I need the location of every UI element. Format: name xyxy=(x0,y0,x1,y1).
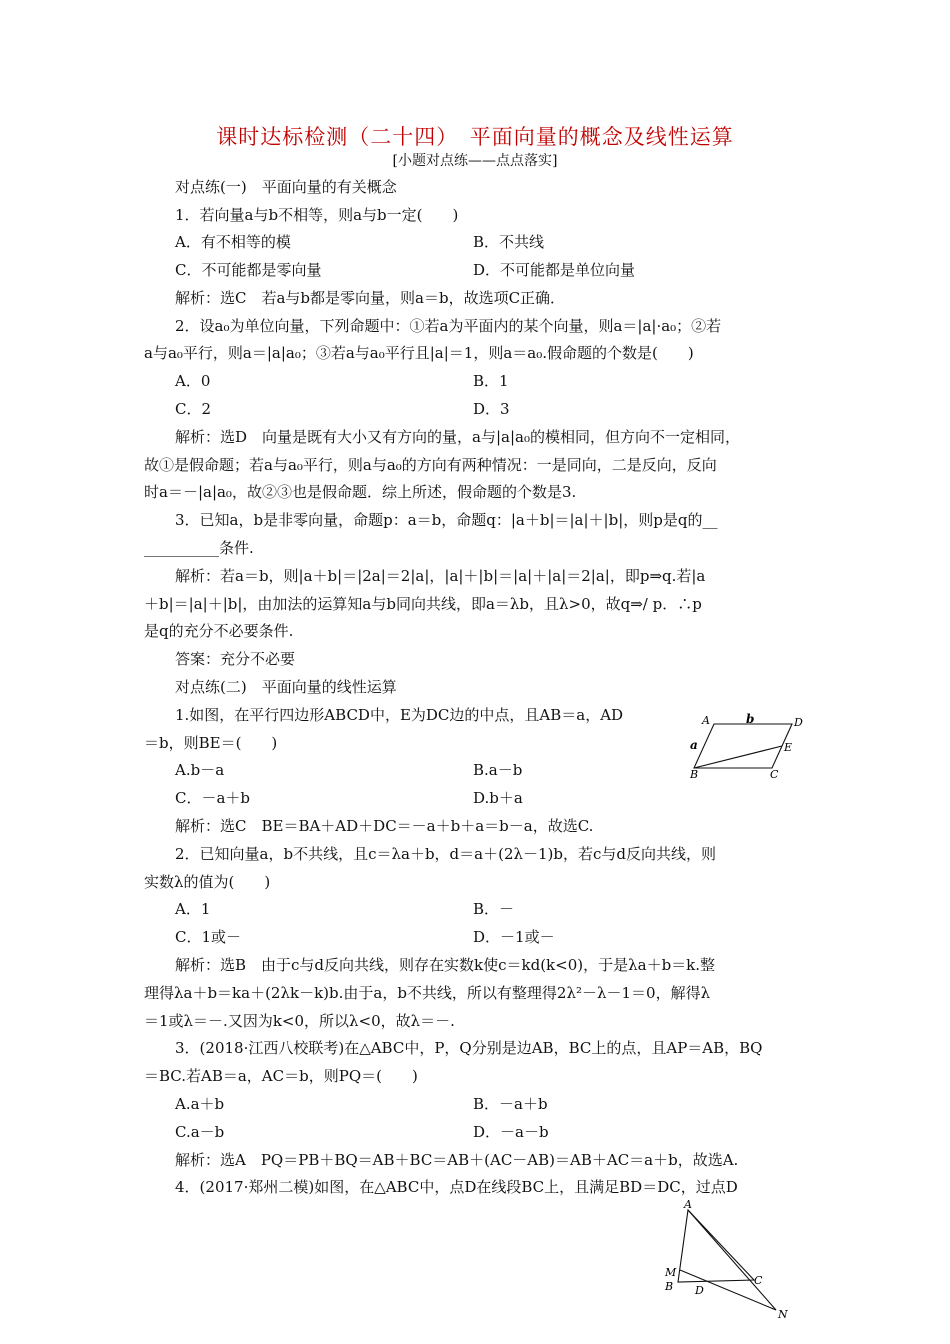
label-B: B xyxy=(690,768,699,781)
parallelogram-figure xyxy=(690,712,820,782)
label-A: A xyxy=(684,1198,692,1211)
page-title: 课时达标检测（二十四） 平面向量的概念及线性运算 xyxy=(216,125,734,149)
solution-text: ＋b|＝|a|＋|b|，由加法的运算知a与b同向共线，即a＝λb，且λ>0，故q⇒/ p．∴p xyxy=(144,595,702,613)
solution-text: 时a＝－|a|a₀，故②③也是假命题．综上所述，假命题的个数是3. xyxy=(144,483,577,501)
answer-text: 答案：充分不必要 xyxy=(175,650,296,668)
solution-text: 解析：若a＝b，则|a＋b|＝|2a|＝2|a|，|a|＋|b|＝|a|＋|a|＝2|a|，即p⇒q.若|a xyxy=(175,567,706,585)
label-D: D xyxy=(695,1284,704,1297)
option: A．有不相等的模 xyxy=(175,233,291,251)
option: A．1 xyxy=(175,900,211,918)
option: B．1 xyxy=(473,372,509,390)
solution-text: 解析：选C 若a与b都是零向量，则a＝b，故选项C正确． xyxy=(175,289,566,307)
option: B．－a＋b xyxy=(473,1095,548,1113)
solution-text: 解析：选C BE＝BA＋AD＋DC＝－a＋b＋a＝b－a，故选C. xyxy=(175,817,594,835)
question-text: 1.如图，在平行四边形ABCD中，E为DC边的中点，且AB＝a，AD xyxy=(175,706,624,724)
question-text: __________条件. xyxy=(144,539,254,557)
option: C．－a＋b xyxy=(175,789,251,807)
label-N: N xyxy=(778,1308,788,1321)
question-text: 实数λ的值为( ) xyxy=(144,873,271,891)
option: B.a－b xyxy=(473,761,523,779)
label-C: C xyxy=(770,768,779,781)
solution-text: 理得λa＋b＝ka＋(2λk－k)b.由于a，b不共线，所以有整理得2λ²－λ－1＝0，解得λ xyxy=(144,984,711,1002)
question-text: a与a₀平行，则a＝|a|a₀；③若a与a₀平行且|a|＝1，则a＝a₀.假命题的个数是( ) xyxy=(144,344,694,362)
option: C．不可能都是零向量 xyxy=(175,261,322,279)
question-text: 2．已知向量a，b不共线，且c＝λa＋b，d＝a＋(2λ－1)b，若c与d反向共线，则 xyxy=(175,845,716,863)
triangle-figure xyxy=(660,1198,795,1328)
label-E: E xyxy=(784,741,793,754)
label-a: a xyxy=(690,738,698,752)
question-text: ＝BC.若AB＝a，AC＝b，则PQ＝( ) xyxy=(144,1067,418,1085)
section-heading: 对点练(一) 平面向量的有关概念 xyxy=(175,178,397,196)
option: B．－ xyxy=(473,900,515,918)
question-text: 3．已知a，b是非零向量，命题p：a＝b，命题q：|a＋b|＝|a|＋|b|，则p是q的__ xyxy=(175,511,718,529)
question-text: 1．若向量a与b不相等，则a与b一定( ) xyxy=(175,206,459,224)
option: B．不共线 xyxy=(473,233,545,251)
option: A．0 xyxy=(175,372,211,390)
label-D: D xyxy=(794,716,803,729)
label-A: A xyxy=(702,714,710,727)
option: D．3 xyxy=(473,400,510,418)
solution-text: 故①是假命题；若a与a₀平行，则a与a₀的方向有两种情况：一是同向，二是反向，反向 xyxy=(144,456,717,474)
option: A.a＋b xyxy=(175,1095,225,1113)
label-B: B xyxy=(665,1280,674,1293)
solution-text: ＝1或λ＝－.又因为k<0，所以λ<0，故λ＝－. xyxy=(144,1012,455,1030)
option: D．－a－b xyxy=(473,1123,549,1141)
option: C．1或－ xyxy=(175,928,242,946)
question-text: ＝b，则BE＝( ) xyxy=(144,734,278,752)
option: A.b－a xyxy=(175,761,225,779)
option: C.a－b xyxy=(175,1123,225,1141)
page-subtitle: [小题对点练——点点落实] xyxy=(392,153,558,169)
solution-text: 解析：选A PQ＝PB＋BQ＝AB＋BC＝AB＋(AC－AB)＝AB＋AC＝a＋b，故选A. xyxy=(175,1151,739,1169)
option: D.b＋a xyxy=(473,789,523,807)
section-heading: 对点练(二) 平面向量的线性运算 xyxy=(175,678,397,696)
question-text: 3．(2018·江西八校联考)在△ABC中，P，Q分别是边AB，BC上的点，且AP＝AB，BQ xyxy=(175,1039,763,1057)
question-text: 4．(2017·郑州二模)如图，在△ABC中，点D在线段BC上，且满足BD＝DC，过点D xyxy=(175,1178,738,1196)
label-M: M xyxy=(665,1266,677,1279)
solution-text: 解析：选B 由于c与d反向共线，则存在实数k使c＝kd(k<0)，于是λa＋b＝k.整 xyxy=(175,956,716,974)
option: D．－1或－ xyxy=(473,928,555,946)
solution-text: 是q的充分不必要条件. xyxy=(144,622,294,640)
label-b: b xyxy=(746,712,755,726)
option: C．2 xyxy=(175,400,212,418)
question-text: 2．设a₀为单位向量，下列命题中：①若a为平面内的某个向量，则a＝|a|·a₀；②若 xyxy=(175,317,722,335)
option: D．不可能都是单位向量 xyxy=(473,261,636,279)
solution-text: 解析：选D 向量是既有大小又有方向的量，a与|a|a₀的模相同，但方向不一定相同， xyxy=(175,428,740,446)
label-C: C xyxy=(754,1274,763,1287)
